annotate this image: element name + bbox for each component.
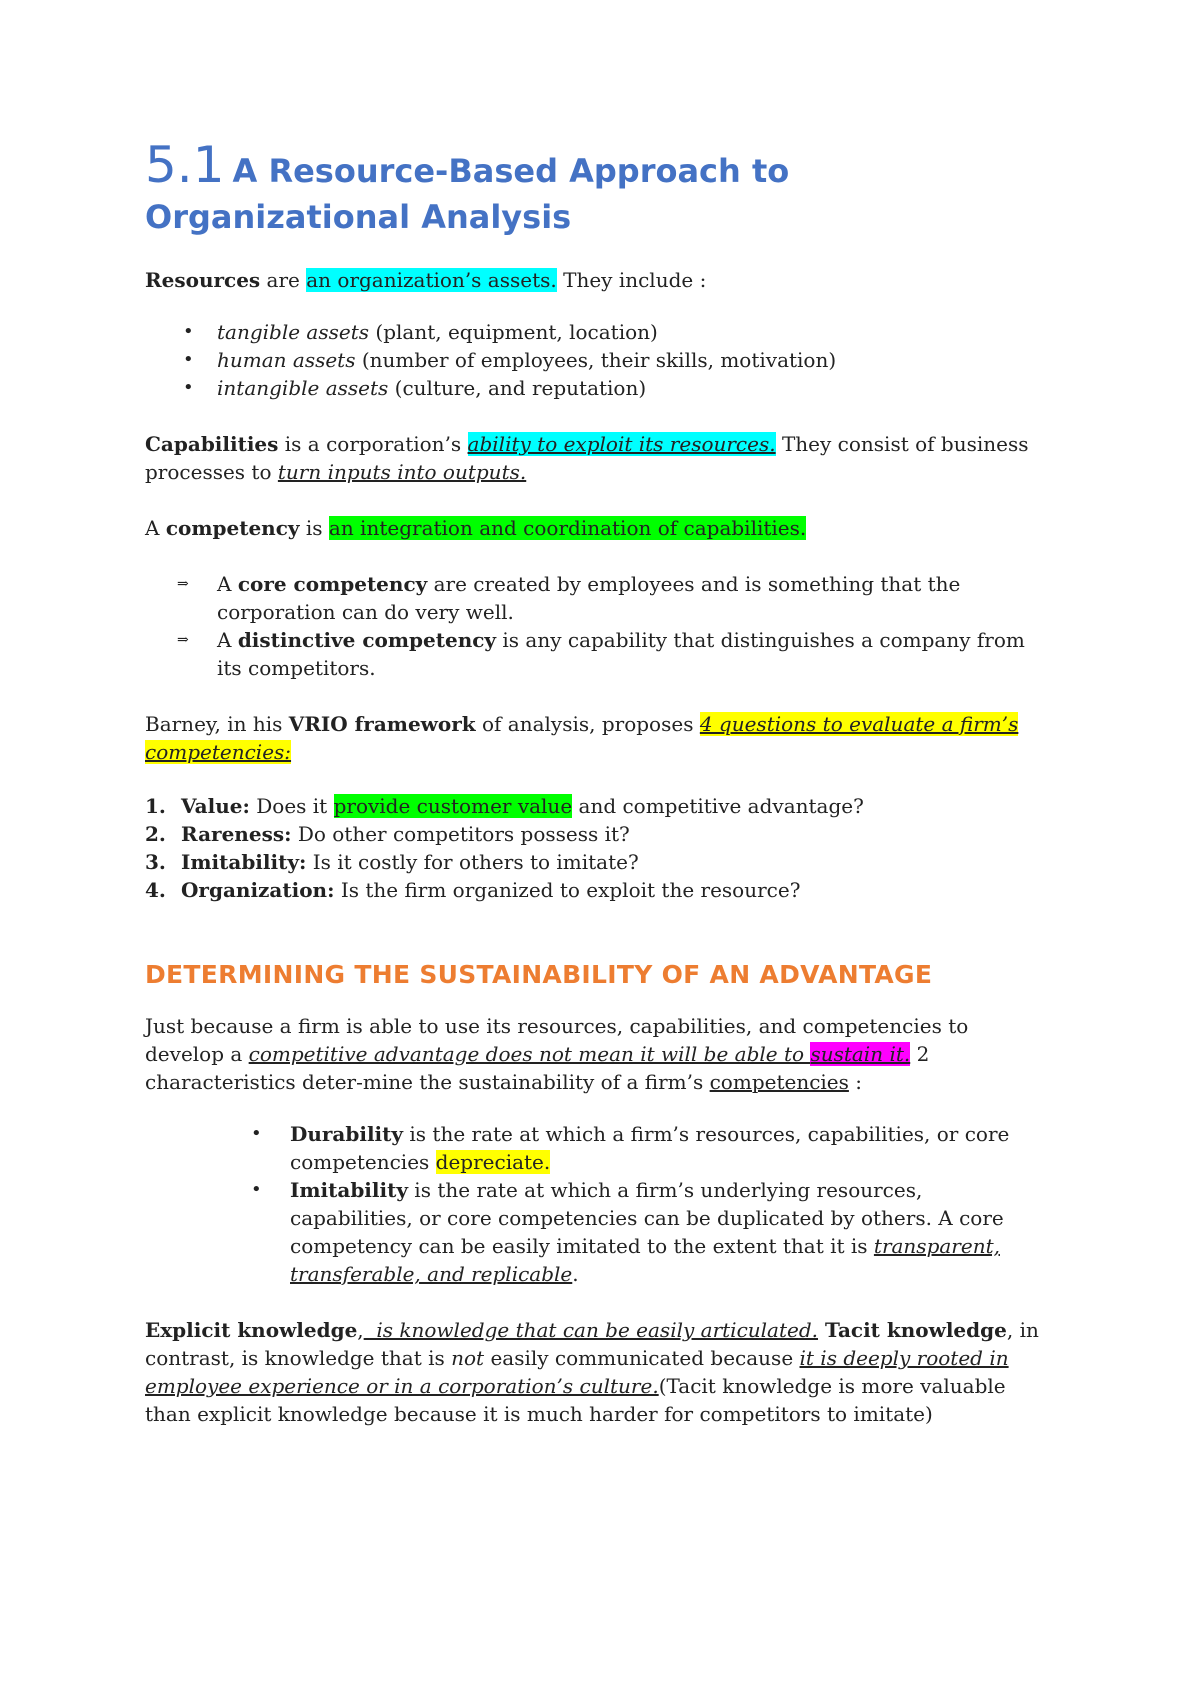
- highlight-yellow: depreciate.: [435, 1150, 551, 1174]
- text-run: ,: [357, 1318, 364, 1342]
- highlight-cyan: ability to exploit its resources.: [467, 432, 776, 456]
- knowledge-paragraph: [145, 1316, 1045, 1428]
- vrio-paragraph: [145, 710, 1045, 766]
- text-run: is: [299, 516, 329, 540]
- highlight-green: an integration and coordination of capabilities.: [328, 516, 807, 540]
- list-text: is the rate at which a firm’s underlying resources, capabilities, or core competencies can be duplicated by others. A core competency can be easily imitated to the extent that it is: [290, 1178, 1004, 1258]
- list-text: (plant, equipment, location): [369, 320, 658, 344]
- list-text: A: [217, 572, 238, 596]
- highlight-magenta: sustain it.: [810, 1042, 911, 1066]
- list-item: [145, 820, 1045, 848]
- list-text: Is the firm organized to exploit the resource?: [334, 878, 801, 902]
- list-item: [145, 570, 1045, 626]
- text-run: , in contrast, is knowledge that is: [145, 1318, 1039, 1370]
- highlight-green: provide customer value: [333, 794, 573, 818]
- text-run: of analysis, proposes: [475, 712, 700, 736]
- list-text: is the rate at which a firm’s resources, capabilities, or core competencies: [290, 1122, 1010, 1174]
- list-text: is any capability that distinguishes a company from its competitors.: [217, 628, 1025, 680]
- list-text: Is it costly for others to imitate?: [306, 850, 639, 874]
- list-item: [145, 848, 1045, 876]
- list-text: (culture, and reputation): [388, 376, 647, 400]
- list-item: [145, 876, 1045, 904]
- text-run: easily communicated because: [484, 1346, 800, 1370]
- list-text: and competitive advantage?: [572, 794, 864, 818]
- list-item: [145, 1120, 1045, 1176]
- document-page: [145, 136, 1045, 1428]
- list-item: [145, 792, 1045, 820]
- bullet-icon: •: [183, 377, 194, 398]
- capabilities-term: Capabilities: [145, 432, 279, 456]
- bullet-icon: •: [183, 349, 194, 370]
- sustainability-list: [145, 1120, 1045, 1288]
- list-term: distinctive competency: [237, 628, 497, 652]
- text-run: are: [260, 268, 307, 292]
- list-item: [145, 346, 1045, 374]
- section-heading: DETERMINING THE SUSTAINABILITY OF AN ADVANTAGE: [145, 960, 933, 989]
- list-term: Durability: [290, 1122, 404, 1146]
- list-term: intangible assets: [217, 376, 389, 400]
- arrow-icon: ⇒: [177, 576, 189, 592]
- highlight-yellow: 4 questions to evaluate a firm’s competencies:: [145, 712, 1019, 764]
- list-term: tangible assets: [217, 320, 370, 344]
- competency-term: competency: [165, 516, 300, 540]
- text-run: They include :: [556, 268, 707, 292]
- underlined-text: competencies: [709, 1070, 849, 1094]
- list-item: [145, 626, 1045, 682]
- list-number: 3.: [145, 850, 166, 874]
- list-text: (number of employees, their skills, motivation): [355, 348, 837, 372]
- list-text: .: [572, 1262, 579, 1286]
- arrow-icon: ⇒: [177, 632, 189, 648]
- list-term: human assets: [217, 348, 356, 372]
- underlined-text: transparent, transferable, and replicable: [290, 1234, 1000, 1286]
- highlight-cyan: an organization’s assets.: [306, 268, 557, 292]
- title-line2: Organizational Analysis: [145, 198, 572, 236]
- underlined-text: it is deeply rooted in employee experience or in a corporation’s culture.: [145, 1346, 1009, 1398]
- list-term: Imitability: [290, 1178, 408, 1202]
- resources-paragraph: [145, 266, 1045, 294]
- resources-term: Resources: [145, 268, 261, 292]
- list-item: [145, 374, 1045, 402]
- list-text: Does it: [249, 794, 334, 818]
- list-text: are created by employees and is something that the corporation can do very well.: [217, 572, 961, 624]
- competency-paragraph: [145, 514, 1045, 542]
- text-run: :: [848, 1070, 863, 1094]
- explicit-knowledge-term: Explicit knowledge: [145, 1318, 358, 1342]
- text-run: Just because a firm is able to use its resources, capabilities, and competencies to develop a: [145, 1014, 969, 1066]
- resources-list: [145, 318, 1045, 402]
- underlined-text: competitive advantage does not mean it will be able to: [248, 1042, 811, 1066]
- list-item: [145, 318, 1045, 346]
- list-text: A: [217, 628, 238, 652]
- text-run: They consist of business processes to: [145, 432, 1029, 484]
- list-item: [145, 1176, 1045, 1288]
- sustainability-paragraph: [145, 1012, 1045, 1096]
- text-run: Barney, in his: [145, 712, 289, 736]
- list-term: Rareness:: [181, 822, 292, 846]
- list-number: 2.: [145, 822, 166, 846]
- italic-text: not: [451, 1346, 485, 1370]
- list-number: 4.: [145, 878, 166, 902]
- text-run: is a corporation’s: [278, 432, 468, 456]
- title-line1: A Resource-Based Approach to: [232, 152, 790, 190]
- vrio-term: VRIO framework: [288, 712, 476, 736]
- list-text: Do other competitors possess it?: [291, 822, 630, 846]
- text-run: A: [145, 516, 166, 540]
- list-term: core competency: [237, 572, 428, 596]
- list-number: 1.: [145, 794, 166, 818]
- vrio-list: [145, 792, 1045, 904]
- bullet-icon: •: [251, 1179, 262, 1200]
- capabilities-paragraph: [145, 430, 1045, 486]
- list-term: Imitability:: [181, 850, 307, 874]
- title-number: 5.1: [145, 136, 225, 194]
- underlined-text: is knowledge that can be easily articulated.: [363, 1318, 819, 1342]
- list-term: Value:: [181, 794, 250, 818]
- bullet-icon: •: [183, 321, 194, 342]
- underlined-text: turn inputs into outputs.: [277, 460, 527, 484]
- tacit-knowledge-term: Tacit knowledge: [818, 1318, 1007, 1342]
- text-run: 2 characteristics deter-mine the sustainability of a firm’s: [145, 1042, 930, 1094]
- bullet-icon: •: [251, 1123, 262, 1144]
- list-term: Organization:: [181, 878, 335, 902]
- text-run: (Tacit knowledge is more valuable than explicit knowledge because it is much harder for competitors to imitate): [145, 1374, 1006, 1426]
- page-title: [145, 136, 1045, 240]
- competency-list: [145, 570, 1045, 682]
